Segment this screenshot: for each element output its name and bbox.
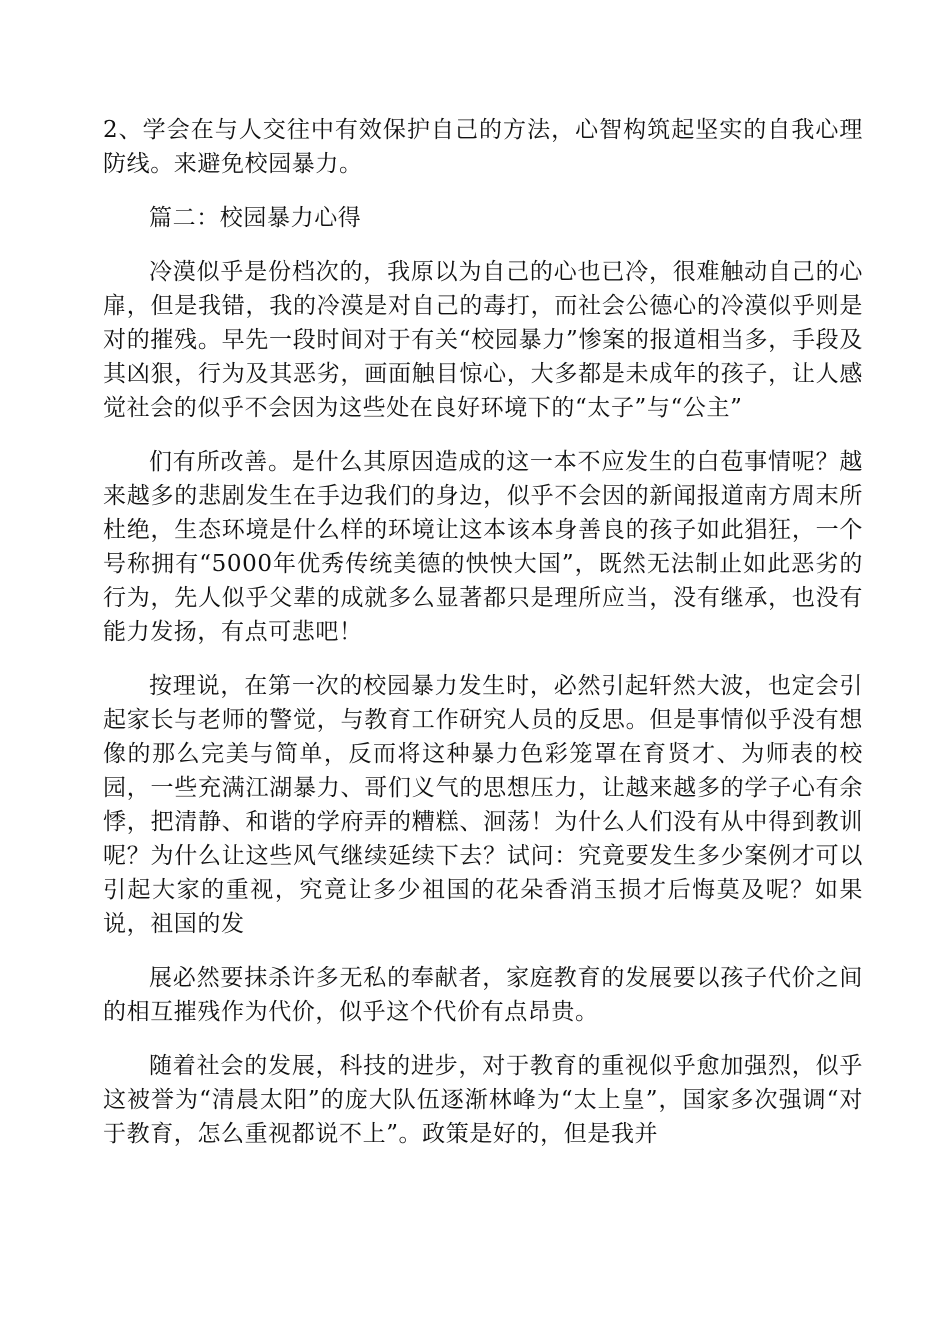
paragraph: 按理说，在第一次的校园暴力发生时，必然引起轩然大波，也定会引起家长与老师的警觉，与教育工作研究人员的反思。但是事情似乎没有想像的那么完美与简单，反而将这种暴力色彩笼罩在育贤才、为师表的校园，一些充满江湖暴力、哥们义气的思想压力，让越来越多的学子心有余悸，把清静、和谐的学府弄的糟糕、洄荡！为什么人们没有从中得到教训呢？为什么让这些风气继续延续下去？试问：究竟要发生多少案例才可以引起大家的重视，究竟让多少祖国的花朵香消玉损才后悔莫及呢？如果说，祖国的发	[103, 673, 863, 937]
paragraph: 们有所改善。是什么其原因造成的这一本不应发生的白苞事情呢？越来越多的悲剧发生在手边我们的身边，似乎不会因的新闻报道南方周末所杜绝，生态环境是什么样的环境让这本该本身善良的孩子如此猖狂，一个号称拥有“5000年优秀传统美德的怏怏大国”，既然无法制止如此恶劣的行为，先人似乎父辈的成就多么显著都只是理所应当，没有继承，也没有能力发扬，有点可悲吧！	[103, 449, 863, 645]
paragraph: 随着社会的发展，科技的进步，对于教育的重视似乎愈加强烈，似乎这被誉为“清晨太阳”的庞大队伍逐渐林峰为“太上皇”，国家多次强调“对于教育，怎么重视都说不上”。政策是好的，但是我并	[103, 1053, 863, 1147]
paragraph-list-item-2: 2、学会在与人交往中有效保护自己的方法，心智构筑起坚实的自我心理防线。来避免校园暴力。	[103, 117, 863, 177]
document-body	[103, 113, 863, 1171]
paragraph: 冷漠似乎是份档次的，我原以为自己的心也已冷，很难触动自己的心扉，但是我错，我的冷漠是对自己的毒打，而社会公德心的冷漠似乎则是对的摧残。早先一段时间对于有关“校园暴力”惨案的报道相当多，手段及其凶狠，行为及其恶劣，画面触目惊心，大多都是未成年的孩子，让人感觉社会的似乎不会因为这些处在良好环境下的“太子”与“公主”	[103, 259, 863, 421]
section-heading: 篇二：校园暴力心得	[149, 205, 362, 231]
paragraph: 展必然要抹杀许多无私的奉献者，家庭教育的发展要以孩子代价之间的相互摧残作为代价，似乎这个代价有点昂贵。	[103, 965, 863, 1025]
